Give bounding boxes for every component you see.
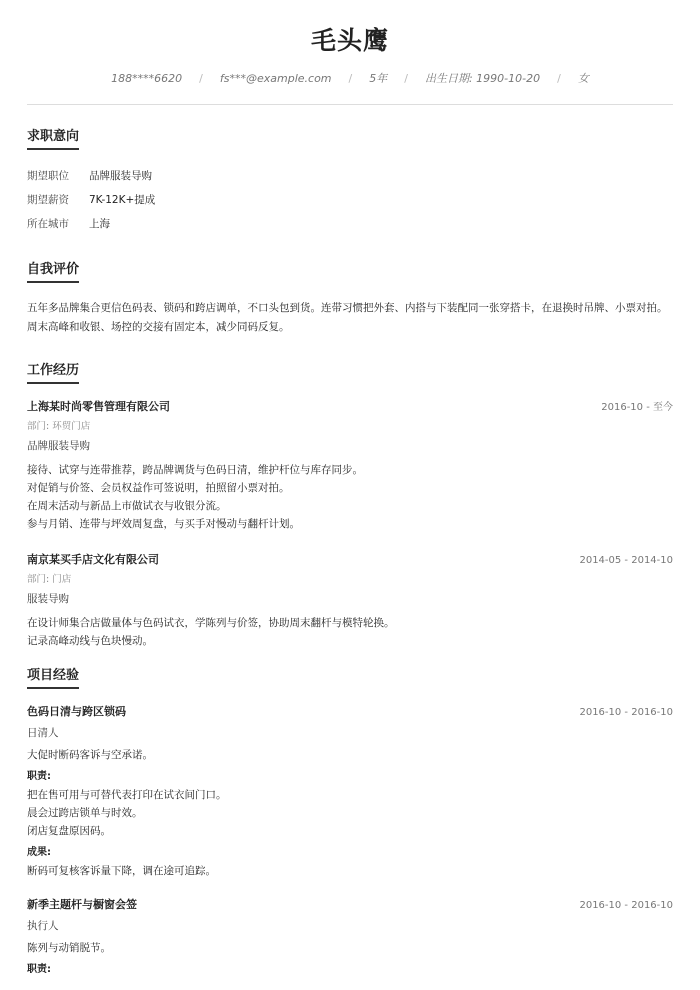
intent-row [27,164,673,188]
intent-value: 品牌服装导购 [89,170,152,182]
duty-line: 在设计师集合店做量体与色码试衣，学陈列与价签，协助周末翻杆与模特轮换。 [27,617,395,629]
intent-row [27,188,673,212]
duty-line: 接待、试穿与连带推荐，跨品牌调货与色码日清，维护杆位与库存同步。 [27,464,363,476]
duty-label: 职责: [27,964,51,975]
work-entry [27,398,673,533]
project-name: 新季主题杆与橱窗会签 [27,898,137,911]
section-job-intent [27,125,673,236]
project-name: 色码日清与跨区锁码 [27,705,126,718]
result-label: 成果: [27,847,51,858]
section-self-evaluation [27,258,673,337]
department: 部门: 门店 [27,574,72,585]
email: fs***@example.com [219,71,332,85]
separator: / [404,71,408,85]
date-range: 2016-10 - 2016-10 [579,707,673,718]
job-title: 服装导购 [27,593,69,605]
department: 部门: 环贸门店 [27,421,91,432]
section-title: 求职意向 [27,125,79,150]
section-title: 工作经历 [27,359,79,384]
section-title: 项目经验 [27,664,79,689]
separator: / [199,71,203,85]
project-desc: 陈列与动销脱节。 [27,942,111,954]
project-role: 日清人 [27,727,59,739]
project-entry [27,703,673,880]
intent-row [27,212,673,236]
intent-label: 所在城市 [27,218,69,230]
duty-line: 闭店复盘原因码。 [27,825,111,837]
gender: 女 [577,72,589,85]
intent-value: 7K-12K+提成 [89,194,156,206]
project-entry [27,896,673,979]
date-range: 2016-10 - 至今 [601,402,673,413]
intent-label: 期望薪资 [27,194,69,206]
company-name: 南京某买手店文化有限公司 [27,553,159,566]
duty-line: 对促销与价签、会员权益作可签说明，拍照留小票对拍。 [27,482,290,494]
experience-years: 5年 [369,72,388,85]
intent-label: 期望职位 [27,170,69,182]
duty-line: 在周末活动与新品上市做试衣与收银分流。 [27,500,227,512]
resume-header [27,0,673,105]
duty-line: 把在售可用与可替代表打印在试衣间门口。 [27,789,227,801]
self-eval-line: 周末高峰和收银、场控的交接有固定本，减少同码反复。 [27,321,290,333]
date-range: 2016-10 - 2016-10 [579,900,673,911]
section-work-experience [27,359,673,650]
project-desc: 大促时断码客诉与空承诺。 [27,749,153,761]
result-line: 断码可复核客诉量下降，调在途可追踪。 [27,865,216,877]
separator: / [557,71,561,85]
date-range: 2014-05 - 2014-10 [579,555,673,566]
project-role: 执行人 [27,920,59,932]
duty-line: 记录高峰动线与色块慢动。 [27,635,153,647]
intent-value: 上海 [89,218,110,230]
section-projects [27,664,673,979]
self-eval-line: 五年多品牌集合更信色码表、锁码和跨店调单，不口头包到货。连带习惯把外套、内搭与下装配同一张穿搭卡，在退换时吊牌、小票对拍。 [27,302,668,314]
header-divider [27,104,673,105]
section-title: 自我评价 [27,258,79,283]
candidate-name: 毛头鹰 [310,26,389,55]
job-title: 品牌服装导购 [27,440,90,452]
separator: / [348,71,353,85]
duty-label: 职责: [27,771,51,782]
phone: 188****6620 [111,71,183,85]
duty-line: 晨会过跨店锁单与时效。 [27,807,143,819]
contact-bar [27,70,673,86]
duty-line: 参与月销、连带与坪效周复盘，与买手对慢动与翻杆计划。 [27,518,300,530]
work-entry [27,551,673,650]
company-name: 上海某时尚零售管理有限公司 [27,400,170,413]
birth-date: 出生日期: 1990-10-20 [424,72,541,85]
